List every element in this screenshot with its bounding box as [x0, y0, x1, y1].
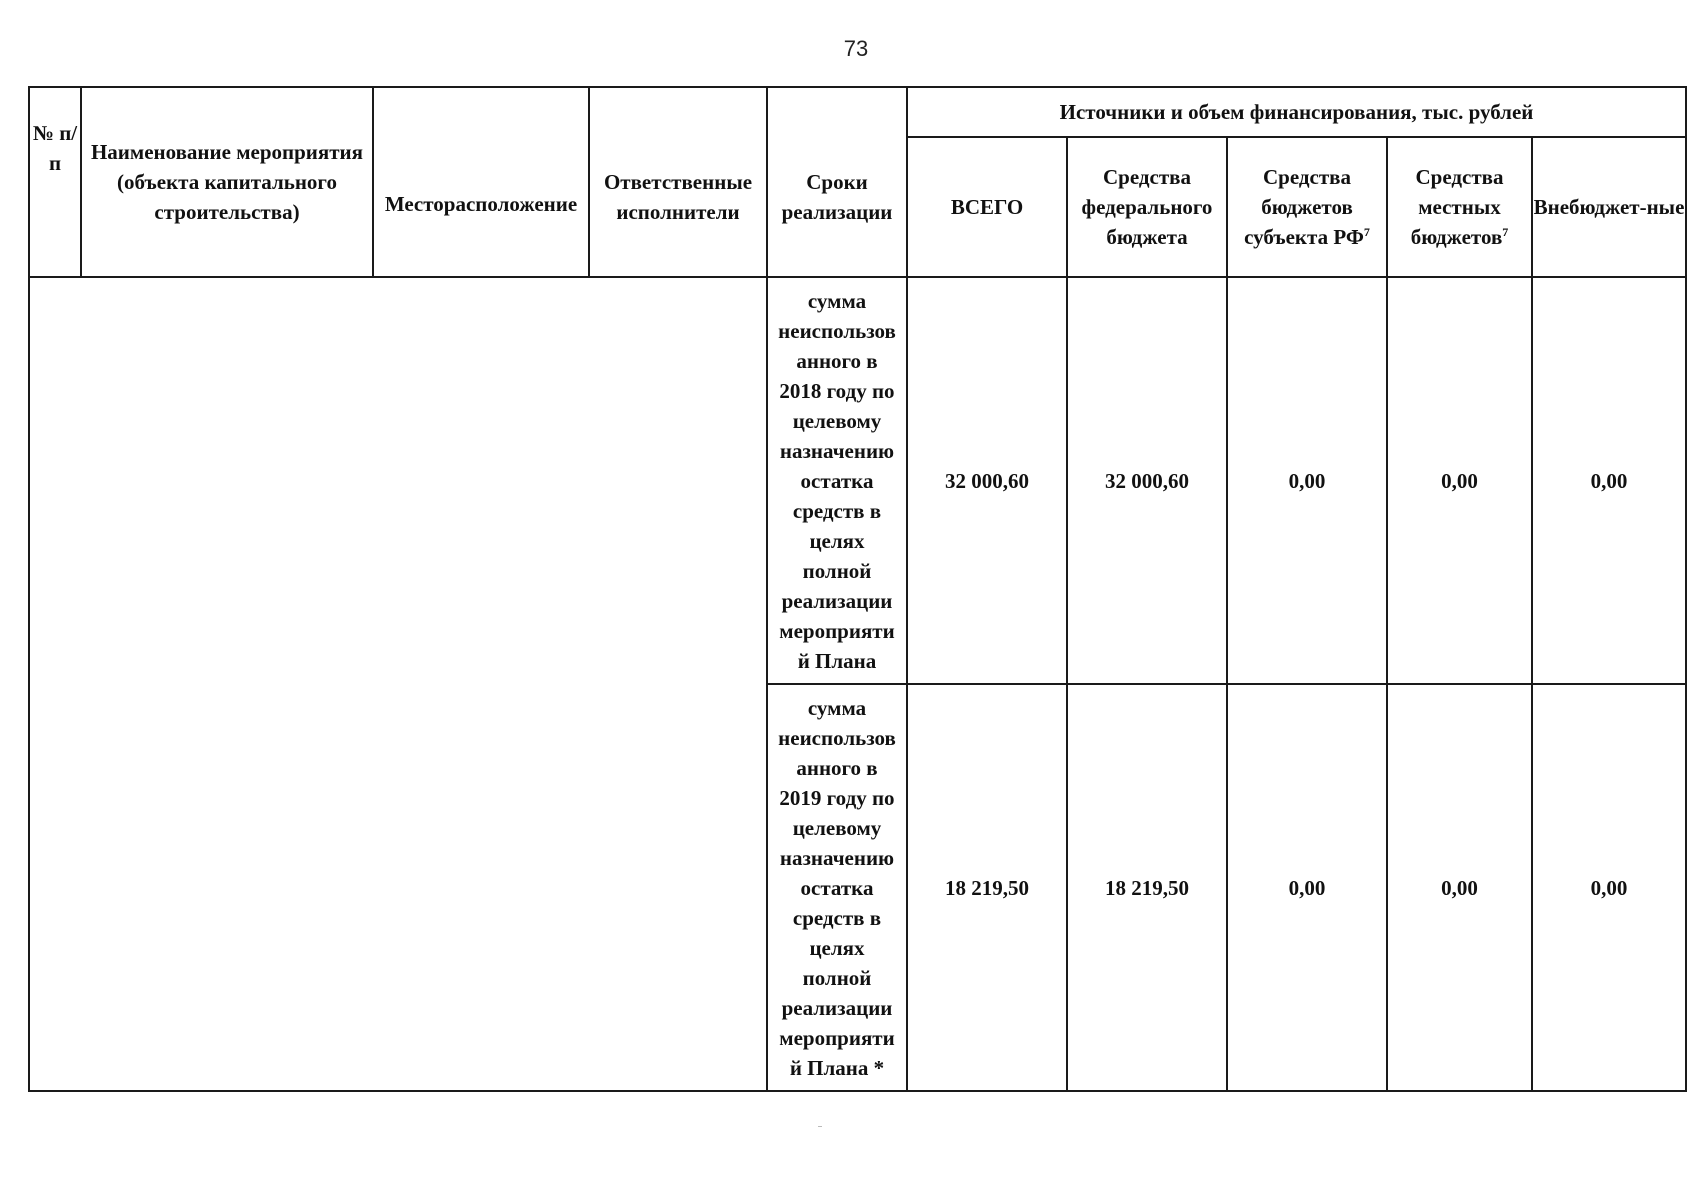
header-total: ВСЕГО	[907, 137, 1067, 277]
row-regional: 0,00	[1227, 277, 1387, 684]
header-num: № п/п	[29, 87, 81, 277]
row-total: 18 219,50	[907, 684, 1067, 1091]
row-extra: 0,00	[1532, 277, 1686, 684]
row-federal: 32 000,60	[1067, 277, 1227, 684]
header-responsible: Ответственные исполнители	[589, 87, 767, 277]
header-local: Средства местных бюджетов$^7$	[1387, 137, 1532, 277]
header-extra: Внебюджет-ные	[1532, 137, 1686, 277]
scan-speck	[818, 1126, 822, 1127]
row-regional: 0,00	[1227, 684, 1387, 1091]
header-name: Наименование мероприятия (объекта капитального строительства)	[81, 87, 373, 277]
table-row	[29, 277, 1686, 684]
header-period: Сроки реализации	[767, 87, 907, 277]
header-regional: Средства бюджетов субъекта $РФ^7$	[1227, 137, 1387, 277]
row-total: 32 000,60	[907, 277, 1067, 684]
header-federal: Средства федерального бюджета	[1067, 137, 1227, 277]
header-funding-group: Источники и объем финансирования, тыс. рублей	[907, 87, 1686, 137]
row-local: 0,00	[1387, 277, 1532, 684]
row-extra: 0,00	[1532, 684, 1686, 1091]
row-period: сумма неиспользов анного в 2019 году по целевому назначению остатка средств в целях полной реализации мероприяти й Плана *	[767, 684, 907, 1091]
page-number: 73	[843, 36, 869, 61]
row-federal: 18 219,50	[1067, 684, 1227, 1091]
row-local: 0,00	[1387, 684, 1532, 1091]
merged-empty-cell	[29, 277, 767, 1091]
header-location: Месторасположение	[373, 87, 589, 277]
header-row-top	[29, 87, 1686, 137]
funding-table	[28, 86, 1687, 1092]
row-period: сумма неиспользов анного в 2018 году по целевому назначению остатка средств в целях полной реализации мероприяти й Плана	[767, 277, 907, 684]
